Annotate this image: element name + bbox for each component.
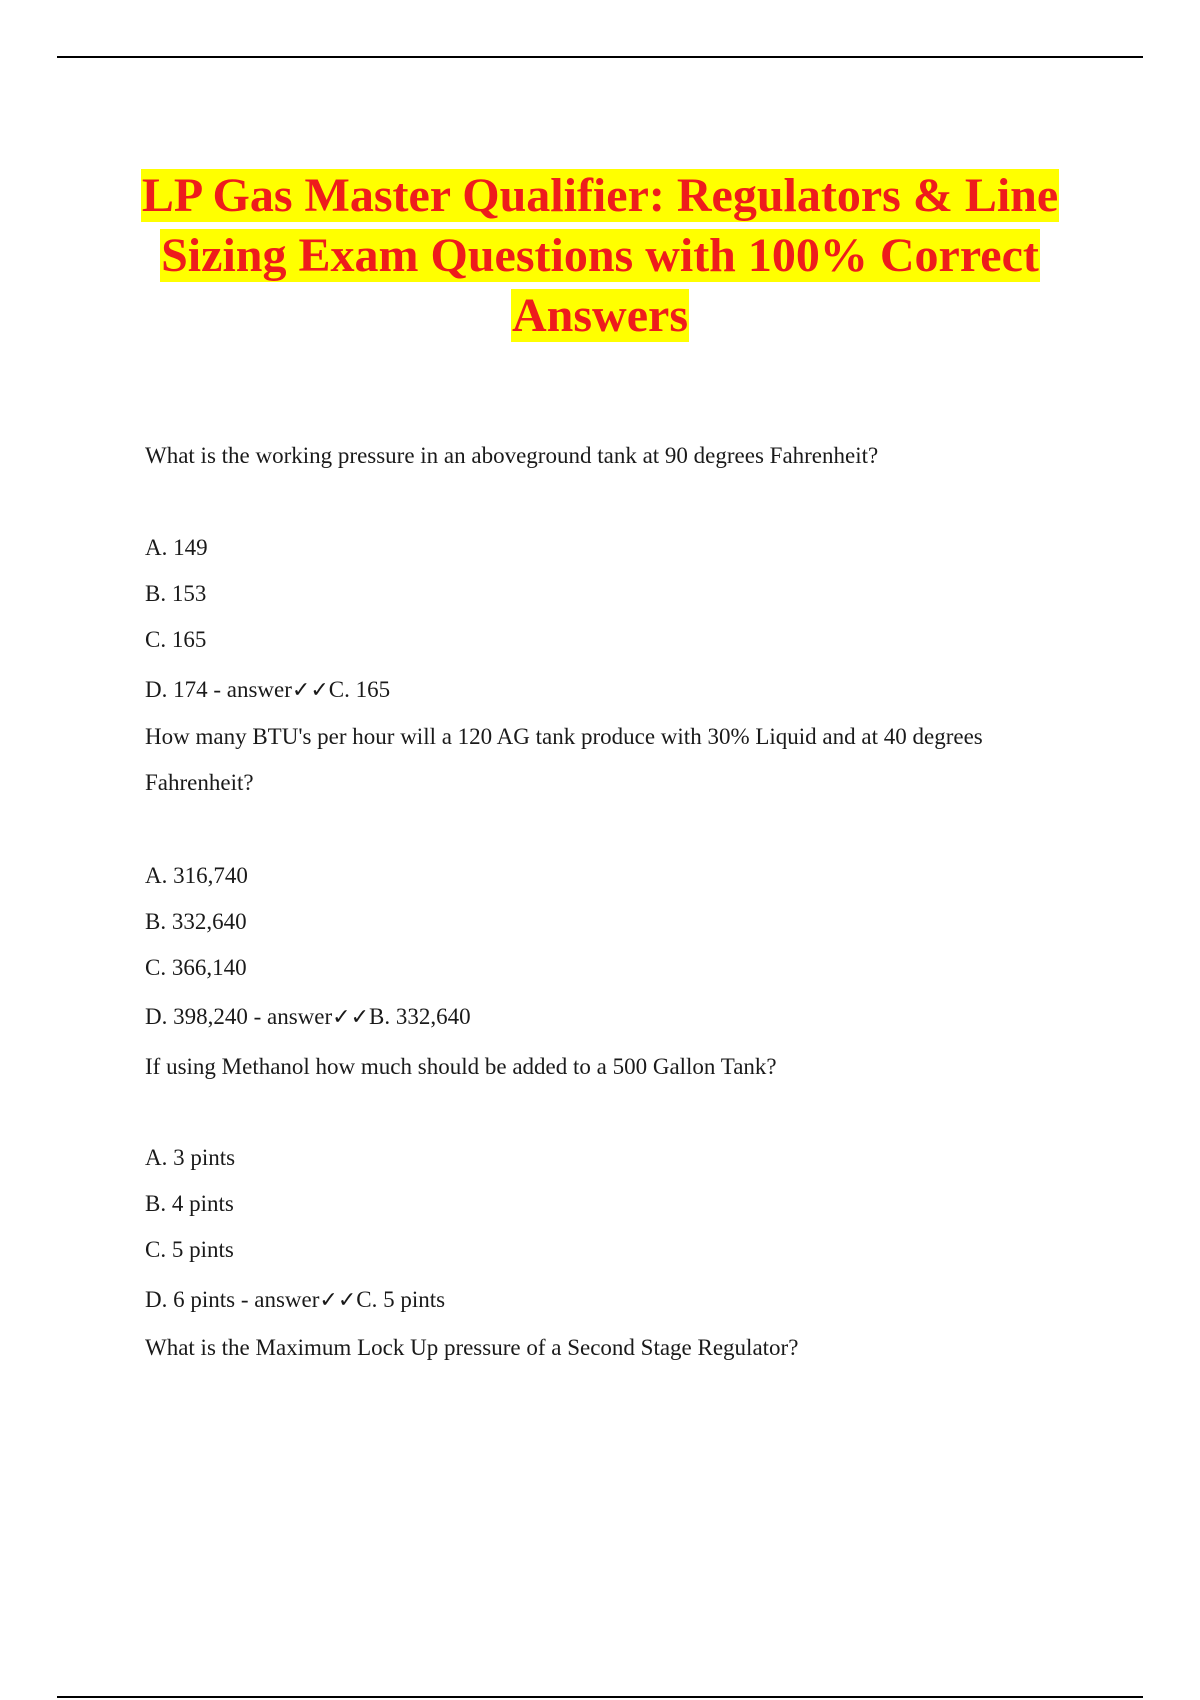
question-3-option-a: A. 3 pints: [145, 1145, 236, 1170]
top-rule: [57, 56, 1143, 58]
question-2-option-b: B. 332,640: [145, 909, 247, 934]
question-2-correct-answer: B. 332,640: [369, 1004, 471, 1029]
question-1-prompt: What is the working pressure in an aboveground tank at 90 degrees Fahrenheit?: [145, 443, 879, 468]
document-title: [100, 166, 1100, 346]
question-1-correct-answer: C. 165: [328, 677, 391, 702]
question-1-option-c: C. 165: [145, 627, 207, 652]
question-3-option-d: D. 6 pints - answer: [145, 1287, 320, 1312]
question-1-option-a: A. 149: [145, 535, 208, 560]
question-2-option-a: A. 316,740: [145, 863, 248, 888]
question-3-prompt: If using Methanol how much should be added to a 500 Gallon Tank?: [145, 1054, 777, 1079]
title-line-1: LP Gas Master Qualifier: Regulators & Line: [141, 169, 1059, 222]
title-line-2: Sizing Exam Questions with 100% Correct: [161, 229, 1039, 282]
question-2-answer-line: [145, 1002, 471, 1033]
double-check-icon: ✓✓: [332, 1005, 370, 1030]
question-2-option-d: D. 398,240 - answer: [145, 1004, 333, 1029]
question-1-option-b: B. 153: [145, 581, 207, 606]
question-2-option-c: C. 366,140: [145, 955, 247, 980]
question-1-answer-line: [145, 675, 390, 706]
question-3-answer-line: [145, 1285, 445, 1316]
question-3-option-c: C. 5 pints: [145, 1237, 234, 1262]
double-check-icon: ✓✓: [319, 1288, 357, 1313]
title-line-3: Answers: [512, 289, 688, 342]
question-3-correct-answer: C. 5 pints: [356, 1287, 446, 1312]
bottom-rule: [57, 1696, 1143, 1698]
question-2-prompt-line-1: How many BTU's per hour will a 120 AG tank produce with 30% Liquid and at 40 degrees: [145, 724, 983, 749]
question-4-prompt: What is the Maximum Lock Up pressure of a Second Stage Regulator?: [145, 1335, 799, 1360]
double-check-icon: ✓✓: [291, 678, 329, 703]
question-1-option-d: D. 174 - answer: [145, 677, 292, 702]
question-3-option-b: B. 4 pints: [145, 1191, 234, 1216]
question-2-prompt-line-2: Fahrenheit?: [145, 770, 254, 795]
